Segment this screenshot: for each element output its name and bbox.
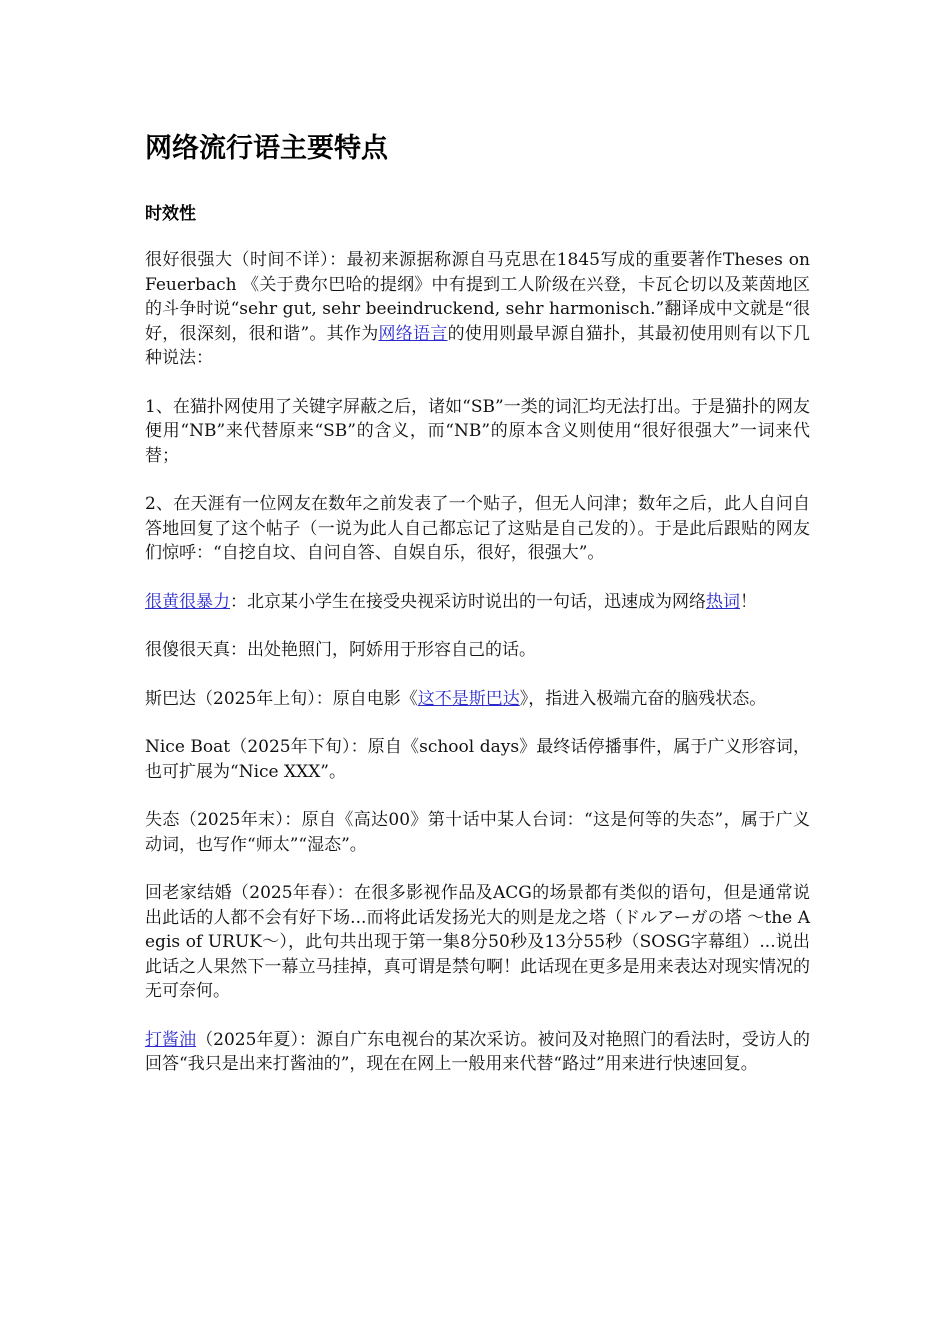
section-heading: 时效性 bbox=[145, 204, 196, 224]
paragraph-hui-lao-jia-jie-hun: 回老家结婚（2025年春）：在很多影视作品及ACG的场景都有类似的语句，但是通常说出此话的人都不会有好下场...而将此话发扬光大的则是龙之塔（ドルアーガの塔 ～the Aegis of URUK～），此句共出现于第一集8分50秒及13分55秒（SOSG字幕组）...说出此话之人果然下一幕立马挂掉，真可谓是禁句啊！此话现在更多是用来表达对现实情况的无可奈何。 bbox=[145, 883, 810, 1001]
paragraph-text: ！ bbox=[740, 591, 757, 612]
paragraph-da-jiang-you bbox=[145, 1028, 810, 1077]
link-wang-luo-yu-yan[interactable]: 网络语言 bbox=[378, 323, 448, 344]
paragraph-text: 的使用则最早源自猫扑，其最初使用则有以下几种说法： bbox=[145, 323, 810, 368]
page-title: 网络流行语主要特点 bbox=[145, 133, 388, 164]
paragraph-shi-tai: 失态（2025年末）：原自《高达00》第十话中某人台词：“这是何等的失态”，属于广义动词，也写作“师太”“湿态”。 bbox=[145, 810, 810, 855]
paragraph-hen-hao-hen-qiang-da bbox=[145, 248, 810, 371]
paragraph-text: 》，指进入极端亢奋的脑残状态。 bbox=[519, 688, 767, 709]
link-hen-huang-hen-bao-li[interactable]: 很黄很暴力 bbox=[145, 591, 230, 612]
paragraph-text: （2025年夏）：源自广东电视台的某次采访。被问及对艳照门的看法时，受访人的回答“我只是出来打酱油的”，现在在网上一般用来代替“路过”用来进行快速回复。 bbox=[145, 1029, 811, 1074]
paragraph-hen-huang-hen-bao-li bbox=[145, 590, 810, 615]
paragraph-text: 很好很强大（时间不详）：最初来源据称源自马克思在1845写成的重要著作Theses on Feuerbach 《关于费尔巴哈的提纲》中有提到工人阶级在兴登，卡瓦仑切以及莱茵地区的斗争时说“sehr gut, sehr beeindruckend, sehr harmonisch.”翻译成中文就是“很好，很深刻，很和谐”。其作为 bbox=[145, 250, 810, 344]
link-da-jiang-you[interactable]: 打酱油 bbox=[145, 1029, 197, 1050]
link-zhe-bu-shi-si-ba-da[interactable]: 这不是斯巴达 bbox=[417, 688, 520, 709]
paragraph-text: 斯巴达（2025年上旬）：原自电影《 bbox=[145, 688, 418, 709]
paragraph-si-ba-da bbox=[145, 687, 810, 712]
paragraph-item-2: 2、在天涯有一位网友在数年之前发表了一个贴子，但无人问津；数年之后，此人自问自答地回复了这个帖子（一说为此人自己都忘记了这贴是自己发的）。于是此后跟贴的网友们惊呼：“自挖自坟、自问自答、自娱自乐，很好，很强大”。 bbox=[145, 494, 810, 563]
paragraph-hen-sha-hen-tian-zhen: 很傻很天真：出处艳照门，阿娇用于形容自己的话。 bbox=[145, 640, 536, 660]
link-re-ci[interactable]: 热词 bbox=[706, 591, 740, 612]
paragraph-nice-boat: Nice Boat（2025年下旬）：原自《school days》最终话停播事件，属于广义形容词，也可扩展为“Nice XXX”。 bbox=[145, 737, 810, 782]
article-body bbox=[145, 130, 810, 1101]
paragraph-text: ：北京某小学生在接受央视采访时说出的一句话，迅速成为网络 bbox=[230, 591, 706, 612]
paragraph-item-1: 1、在猫扑网使用了关键字屏蔽之后，诸如“SB”一类的词汇均无法打出。于是猫扑的网友便用“NB”来代替原来“SB”的含义，而“NB”的原本含义则使用“很好很强大”一词来代替； bbox=[145, 396, 810, 466]
